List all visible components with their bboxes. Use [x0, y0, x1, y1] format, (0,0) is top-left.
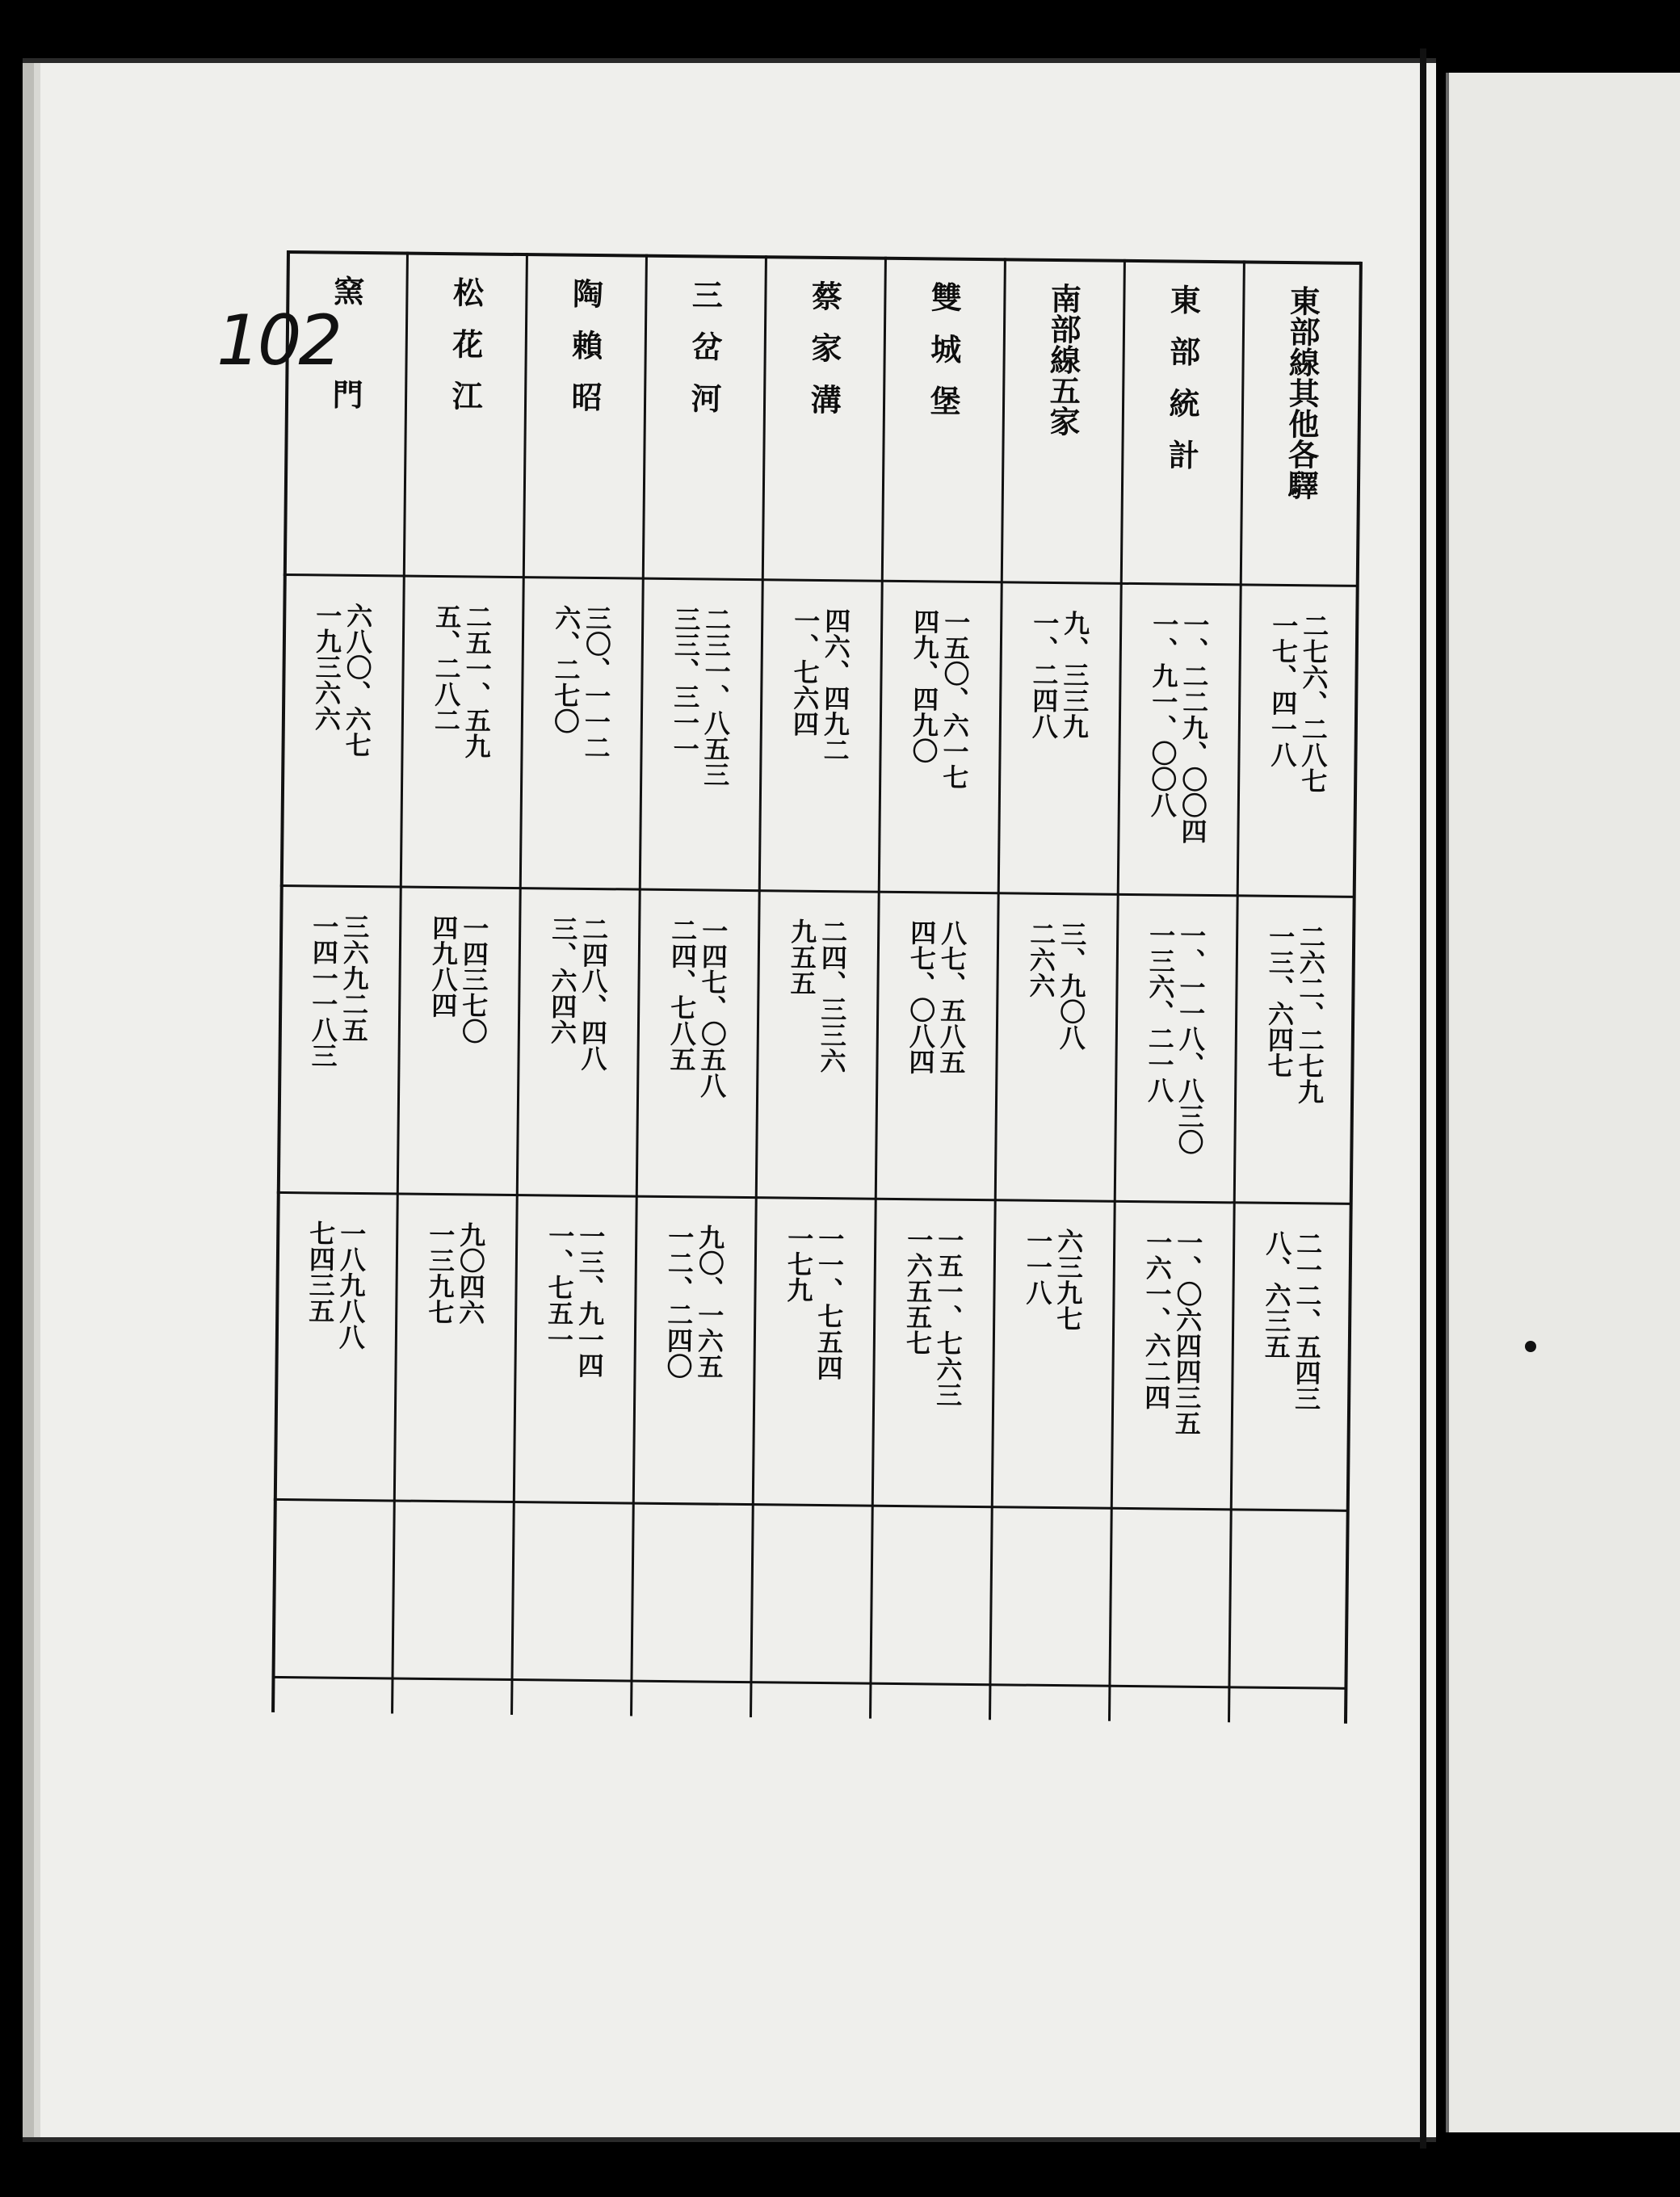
cell-value: 六八〇、六七 [341, 602, 374, 758]
cell-value: 一、一一八、八三〇 [1174, 922, 1208, 1155]
page-bottom-edge [23, 2137, 1436, 2142]
cell-value: 九、三三九 [1058, 610, 1091, 740]
cell-value: 一、〇六四四三五 [1170, 1229, 1204, 1436]
cell-value: 一五〇、六一七 [939, 608, 972, 790]
cell-value: 三〇、一一二 [580, 604, 613, 761]
cell-value-line: 一一八 [1022, 1227, 1054, 1306]
cell-value-line: 一九三六六 [310, 602, 343, 732]
cell-value: 三、九〇八 [1055, 921, 1088, 1051]
cell-value: 一、二二九、〇〇四 [1177, 611, 1211, 844]
cell-value: 一四三七〇 [457, 914, 490, 1044]
cell-value-line: 一六五五七 [901, 1226, 934, 1356]
column-heading: 東部統計 [1162, 284, 1202, 491]
cell-value: 一三、九一四 [573, 1222, 607, 1379]
table-column [869, 257, 1004, 1720]
cell-value-line: 一六一、六二四 [1140, 1229, 1174, 1410]
cell-value: 二一二、五四三 [1291, 1230, 1324, 1412]
cell-value: 二四八、四八 [577, 915, 610, 1072]
cell-value-line: 一二、二四〇 [662, 1223, 695, 1380]
book-spine [1420, 48, 1426, 2149]
column-heading: 南部線五家 [1044, 282, 1082, 437]
cell-value: 四六、四九二 [819, 607, 852, 763]
cell-value-line: 九五五 [786, 918, 818, 996]
table-column [510, 253, 645, 1716]
column-heading: 東部線其他各驛 [1282, 284, 1321, 501]
column-heading: 陶賴昭 [565, 277, 604, 434]
cell-value-line: 一七九 [783, 1225, 815, 1303]
column-heading: 蔡家溝 [804, 279, 843, 436]
column-heading: 三岔河 [685, 279, 724, 435]
column-heading: 窯門 [326, 275, 365, 483]
cell-value-line: 五、二八二 [430, 603, 463, 733]
table-column [630, 254, 765, 1717]
cell-value-line: 三、六四六 [546, 915, 579, 1045]
table-column [750, 255, 884, 1718]
cell-value-line: 三三、三一一 [669, 606, 702, 762]
cell-value-line: 一七、四一八 [1266, 611, 1300, 768]
statistics-table [271, 250, 1361, 1724]
facing-page [1446, 73, 1680, 2132]
cell-value: 八七、五八五 [935, 919, 968, 1075]
cell-value: 一八九八八 [334, 1220, 368, 1351]
cell-value: 一一、七五四 [813, 1225, 846, 1381]
cell-value-line: 一四一一八三 [307, 913, 340, 1069]
cell-value: 九〇四六 [455, 1221, 487, 1325]
table-column [1228, 260, 1363, 1723]
cell-value: 二四、三三六 [816, 918, 849, 1074]
page-top-edge [23, 58, 1436, 63]
cell-value: 一五一、七六三 [932, 1226, 965, 1408]
table-column [271, 250, 406, 1713]
cell-value-line: 四九、四九〇 [908, 608, 941, 764]
table-column [989, 258, 1124, 1720]
cell-value-line: 一、九一、〇〇八 [1146, 611, 1180, 818]
table-column [391, 252, 526, 1715]
cell-value: 二七六、二八七 [1297, 612, 1330, 794]
cell-value: 二六二、二七九 [1293, 923, 1327, 1105]
ink-spot [1525, 1341, 1536, 1352]
cell-value: 六三九七 [1052, 1228, 1085, 1332]
cell-value-line: 八、六三五 [1260, 1229, 1293, 1360]
cell-value-line: 一三九七 [424, 1220, 456, 1325]
cell-value-line: 一三、六四七 [1263, 922, 1296, 1079]
cell-value: 九〇、一六五 [693, 1224, 726, 1380]
cell-value-line: 四九八四 [427, 914, 460, 1019]
cell-value: 二三一、八五三 [699, 606, 733, 788]
cell-value-line: 二六六 [1025, 920, 1057, 999]
cell-value-line: 一、二四八 [1027, 609, 1060, 740]
cell-value-line: 一、七五一 [543, 1222, 576, 1352]
cell-value-line: 四七、〇八四 [905, 919, 938, 1075]
cell-value: 三六九二五 [338, 913, 371, 1044]
cell-value: 一四七、〇五八 [696, 917, 729, 1098]
page-number: 102 [216, 300, 340, 381]
cell-value: 二五一、五九 [460, 603, 494, 759]
cell-value-line: 一三六、二一八 [1144, 922, 1177, 1103]
cell-value-line: 六、二七〇 [549, 604, 582, 734]
column-heading: 雙城堡 [924, 281, 963, 437]
table-column [1108, 259, 1243, 1722]
column-heading: 松花江 [446, 276, 485, 432]
cell-value-line: 七四三五 [304, 1220, 337, 1324]
cell-value-line: 二四、七八五 [666, 916, 699, 1073]
cell-value-line: 一、七六四 [788, 607, 821, 737]
